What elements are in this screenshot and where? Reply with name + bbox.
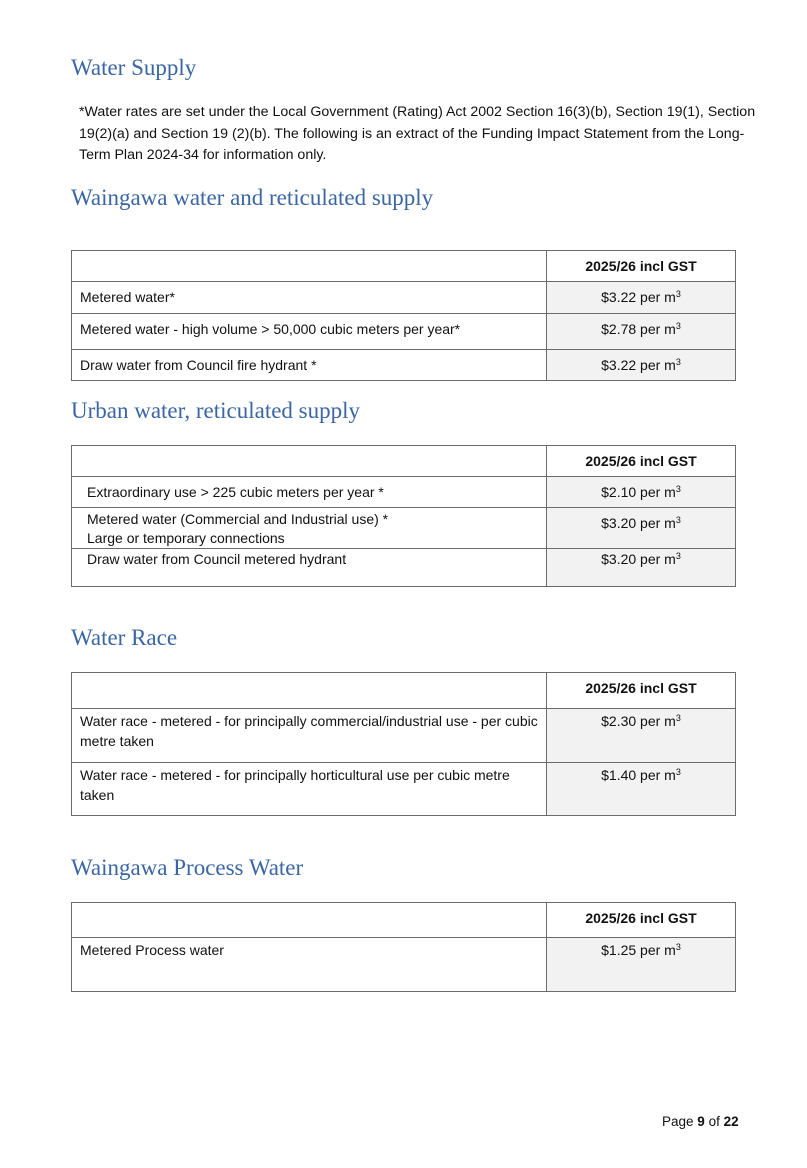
header-empty-cell — [72, 903, 547, 938]
unit-exponent: 3 — [675, 767, 681, 777]
item-cell — [72, 508, 547, 549]
column-header: 2025/26 incl GST — [547, 251, 736, 282]
intro-paragraph: *Water rates are set under the Local Government (Rating) Act 2002 Section 16(3)(b), Section 19(1), Section 19(2)(a) and Section 19 (2)(b). The following is an extract of the Funding Impact Statement from the Long-Term Plan 2024-34 for information only. — [79, 104, 756, 163]
rate-cell — [547, 763, 736, 816]
page-title: Water Supply — [71, 55, 197, 80]
rate-value: $3.22 per m — [601, 357, 676, 373]
rate-cell — [547, 350, 736, 381]
header-empty-cell — [72, 673, 547, 709]
unit-exponent: 3 — [675, 551, 681, 561]
item-cell: Metered Process water — [72, 938, 547, 992]
section-heading-water-race: Water Race — [71, 625, 178, 650]
rate-value: $2.10 per m — [601, 484, 676, 500]
unit-exponent: 3 — [675, 713, 681, 723]
table-header-row — [72, 673, 736, 709]
table-header-row — [72, 251, 736, 282]
rate-cell — [547, 709, 736, 763]
rate-cell — [547, 314, 736, 350]
unit-exponent: 3 — [675, 515, 681, 525]
rate-value: $1.25 per m — [601, 942, 676, 958]
item-cell: Water race - metered - for principally horticultural use per cubic metre taken — [72, 763, 547, 816]
column-header: 2025/26 incl GST — [547, 903, 736, 938]
rate-value: $3.20 per m — [601, 515, 676, 531]
item-cell: Metered water - high volume > 50,000 cubic meters per year* — [72, 314, 547, 350]
rate-value: $3.20 per m — [601, 551, 676, 567]
rate-value: $2.30 per m — [601, 713, 676, 729]
table-row — [72, 763, 736, 816]
unit-exponent: 3 — [675, 484, 681, 494]
rate-value: $1.40 per m — [601, 767, 676, 783]
section-heading-waingawa-water: Waingawa water and reticulated supply — [71, 185, 434, 210]
header-empty-cell — [72, 251, 547, 282]
table-row — [72, 549, 736, 587]
current-page: 9 — [697, 1114, 705, 1129]
table-row — [72, 314, 736, 350]
rate-cell — [547, 477, 736, 508]
rate-cell — [547, 938, 736, 992]
column-header: 2025/26 incl GST — [547, 673, 736, 709]
item-cell: Draw water from Council fire hydrant * — [72, 350, 547, 381]
rate-cell — [547, 508, 736, 549]
item-line-2: Large or temporary connections — [87, 530, 285, 546]
item-cell: Water race - metered - for principally commercial/industrial use - per cubic metre taken — [72, 709, 547, 763]
table-row — [72, 709, 736, 763]
unit-exponent: 3 — [675, 357, 681, 367]
unit-exponent: 3 — [675, 942, 681, 952]
rate-cell — [547, 549, 736, 587]
rates-table-water-race — [71, 672, 736, 816]
rate-cell — [547, 282, 736, 314]
table-row — [72, 508, 736, 549]
item-cell: Metered water* — [72, 282, 547, 314]
table-row — [72, 477, 736, 508]
rates-table-urban-water — [71, 445, 736, 587]
column-header: 2025/26 incl GST — [547, 446, 736, 477]
table-row — [72, 282, 736, 314]
page-number — [662, 1114, 739, 1129]
total-pages: 22 — [723, 1114, 739, 1129]
header-empty-cell — [72, 446, 547, 477]
unit-exponent: 3 — [675, 321, 681, 331]
rate-value: $2.78 per m — [601, 321, 676, 337]
table-row — [72, 938, 736, 992]
item-cell: Draw water from Council metered hydrant — [72, 549, 547, 587]
table-row — [72, 350, 736, 381]
section-heading-process-water: Waingawa Process Water — [71, 855, 304, 880]
rates-table-waingawa-water — [71, 250, 736, 381]
item-line: Metered water (Commercial and Industrial use) * — [87, 511, 389, 527]
rate-value: $3.22 per m — [601, 289, 676, 305]
item-cell: Extraordinary use > 225 cubic meters per year * — [72, 477, 547, 508]
page-of-label: of — [708, 1114, 720, 1129]
table-header-row — [72, 903, 736, 938]
rates-table-process-water — [71, 902, 736, 992]
unit-exponent: 3 — [675, 289, 681, 299]
table-header-row — [72, 446, 736, 477]
page-label: Page — [662, 1114, 694, 1129]
section-heading-urban-water: Urban water, reticulated supply — [71, 398, 361, 423]
